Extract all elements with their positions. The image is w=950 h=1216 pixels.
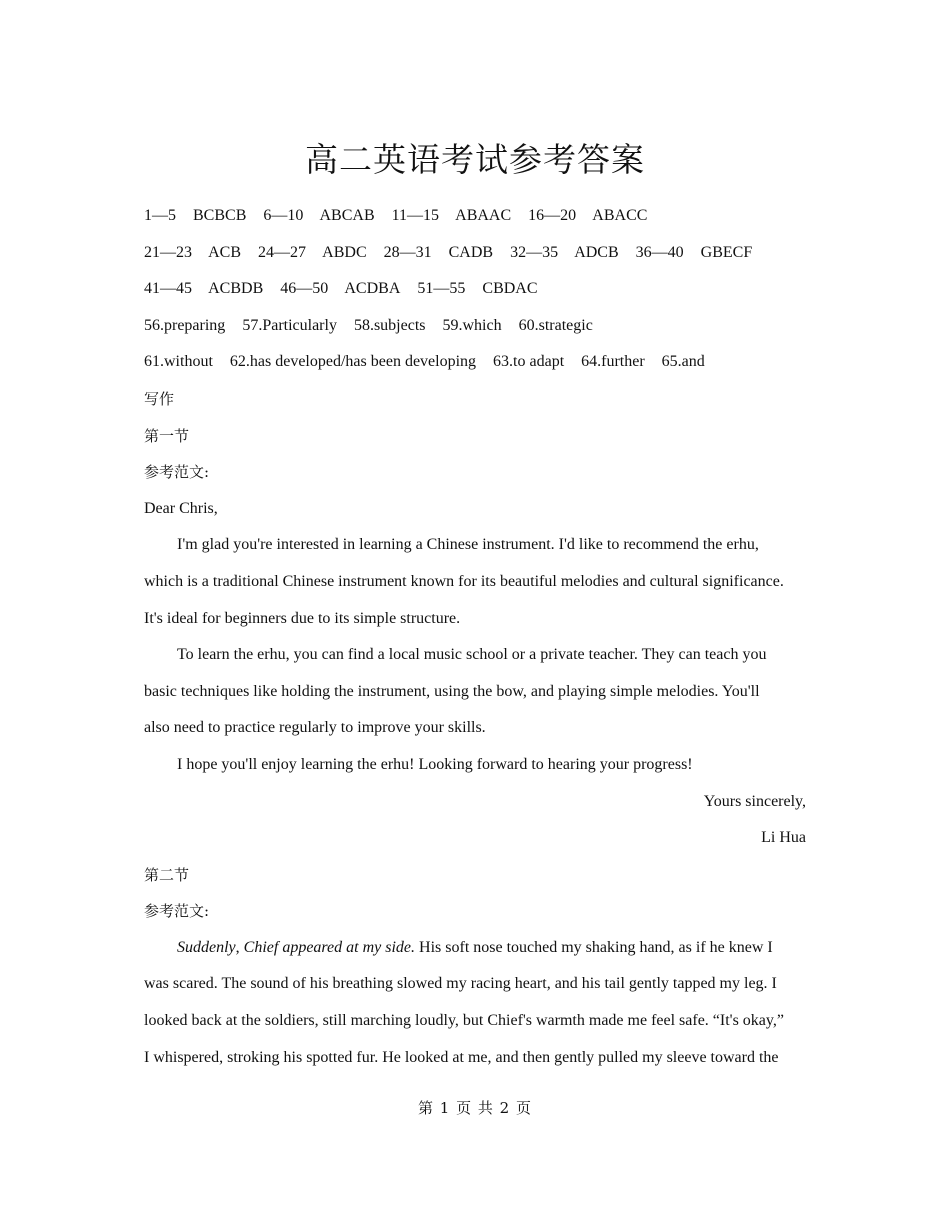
answer-range: 21—23 — [144, 243, 192, 261]
answer-key: ADCB — [574, 243, 619, 261]
answer-item: 56.preparing — [144, 316, 226, 334]
answers-row-1 — [144, 198, 806, 235]
part2-sample-label: 参考范文: — [144, 902, 210, 921]
answer-key: BCBCB — [193, 207, 247, 224]
answer-item: 65.and — [661, 353, 705, 371]
letter-line: which is a traditional Chinese instrument known for its beautiful melodies and cultural significance. — [144, 572, 784, 590]
part1-heading: 第一节 — [144, 426, 190, 445]
answer-key: GBECF — [700, 243, 753, 261]
story-line — [144, 930, 806, 967]
answer-key: ABAAC — [455, 207, 512, 224]
writing-heading: 写作 — [144, 389, 175, 408]
answer-item: 64.further — [581, 353, 645, 371]
page-footer: 第 1 页 共 2 页 — [418, 1099, 532, 1117]
answer-key: CBDAC — [482, 280, 538, 298]
answers-row-4 — [144, 308, 806, 345]
answer-item: 58.subjects — [353, 316, 426, 334]
answer-range: 36—40 — [635, 243, 684, 261]
answers-row-3 — [144, 271, 806, 308]
story-line-rest: His soft nose touched my shaking hand, as if he knew I — [415, 938, 773, 956]
answer-range: 11—15 — [391, 207, 440, 224]
story-comma: , — [235, 938, 244, 956]
answer-item: 60.strategic — [518, 316, 593, 334]
answer-key: CADB — [448, 243, 494, 261]
answer-key: ABDC — [322, 243, 367, 261]
answer-item: 62.has developed/has been developing — [229, 353, 477, 371]
answer-range: 6—10 — [263, 207, 304, 224]
letter-line: It's ideal for beginners due to its simple structure. — [144, 609, 461, 627]
letter-line: I hope you'll enjoy learning the erhu! Looking forward to hearing your progress! — [177, 755, 693, 773]
answer-range: 51—55 — [417, 280, 466, 298]
letter-line: I'm glad you're interested in learning a Chinese instrument. I'd like to recommend the erhu, — [177, 536, 759, 554]
answer-range: 46—50 — [280, 280, 329, 298]
answer-range: 28—31 — [383, 243, 432, 261]
answer-range: 41—45 — [144, 280, 192, 298]
letter-line: also need to practice regularly to improve your skills. — [144, 719, 486, 737]
answer-key: ACBDB — [208, 280, 264, 298]
answer-range: 32—35 — [510, 243, 559, 261]
answers-row-5 — [144, 344, 806, 381]
answer-range: 1—5 — [144, 207, 176, 224]
answer-key: ABCAB — [319, 207, 375, 224]
letter-line: To learn the erhu, you can find a local music school or a private teacher. They can teach you — [177, 646, 767, 664]
letter-signature: Li Hua — [761, 829, 806, 847]
story-italic-sentence: Chief appeared at my side. — [243, 938, 416, 956]
answer-range: 24—27 — [258, 243, 307, 261]
answer-key: ACDBA — [344, 280, 401, 298]
story-line: was scared. The sound of his breathing slowed my racing heart, and his tail gently tapped my leg. I — [144, 975, 777, 993]
story-line: I whispered, stroking his spotted fur. He looked at me, and then gently pulled my sleeve toward the — [144, 1048, 779, 1066]
answer-item: 61.without — [144, 353, 213, 371]
story-italic-word: Suddenly — [177, 938, 236, 956]
answers-row-2 — [144, 235, 806, 272]
answer-item: 59.which — [442, 316, 502, 334]
page-content — [144, 198, 806, 1076]
answer-key: ACB — [208, 243, 242, 261]
story-line: looked back at the soldiers, still marching loudly, but Chief's warmth made me feel safe. “It's okay,” — [144, 1012, 784, 1030]
answer-range: 16—20 — [528, 207, 577, 224]
part2-heading: 第二节 — [144, 865, 190, 884]
answer-key: ABACC — [592, 207, 648, 224]
answer-item: 57.Particularly — [242, 316, 337, 334]
letter-closing: Yours sincerely, — [703, 792, 806, 810]
letter-salutation: Dear Chris, — [144, 499, 218, 517]
letter-line: basic techniques like holding the instrument, using the bow, and playing simple melodies. You'll — [144, 682, 760, 700]
part1-sample-label: 参考范文: — [144, 463, 210, 482]
page-title: 高二英语考试参考答案 — [305, 140, 645, 180]
answer-item: 63.to adapt — [493, 353, 565, 371]
